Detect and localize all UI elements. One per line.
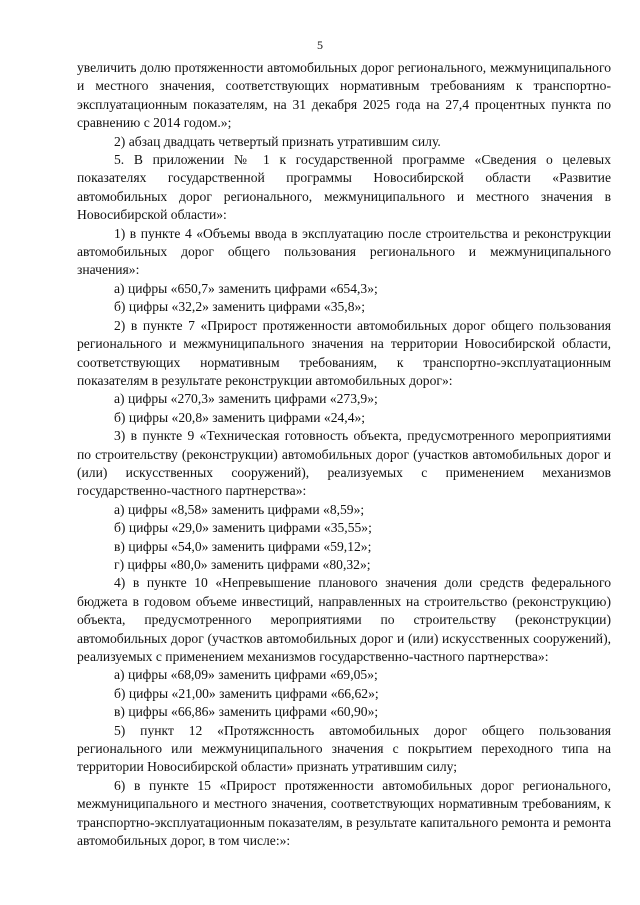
paragraph-point-10-b: б) цифры «21,00» заменить цифрами «66,62»; [114, 685, 379, 701]
paragraph-point-9-a: а) цифры «8,58» заменить цифрами «8,59»; [114, 501, 365, 517]
paragraph-point-10-c: в) цифры «66,86» заменить цифрами «60,90»; [114, 704, 379, 720]
paragraph-section-5: 5. В приложении № 1 к государственной программе «Сведения о целевых показателях государственной программы Новосибирской области «Развитие автомобильных дорог регионального, межмуниципального и местного значения в Новосибирской области»: [77, 152, 611, 223]
paragraph-point-10: 4) в пункте 10 «Непревышение планового значения доли средств федерального бюджета в годовом объеме инвестиций, направленных на строительство (реконструкцию) объекта, предусмотренного мероприятиями по строительству (реконструкции) автомобильных дорог (участков автомобильных дорог и (или) искусственных сооружений), реализуемых с применением механизмов государственно-частного партнерства»: [77, 575, 611, 664]
paragraph-point-9-b: б) цифры «29,0» заменить цифрами «35,55»; [114, 520, 372, 536]
page-number: 5 [317, 38, 323, 52]
paragraph-point-7-a: а) цифры «270,3» заменить цифрами «273,9»; [114, 391, 378, 407]
paragraph-point-7: 2) в пункте 7 «Прирост протяженности автомобильных дорог общего пользования регионального и межмуниципального значения на территории Новосибирской области, соответствующих нормативным требованиям, к транспортно-эксплуатационным показателям в результате реконструкции автомобильных дорог»: [77, 317, 611, 388]
paragraph-point-9-d: г) цифры «80,0» заменить цифрами «80,32»; [114, 556, 371, 572]
paragraph-point-9-c: в) цифры «54,0» заменить цифрами «59,12»; [114, 538, 372, 554]
paragraph-continuation: увеличить долю протяженности автомобильных дорог регионального, межмуниципального и местного значения, соответствующих нормативным требованиям к транспортно-эксплуатационным показателям, на 31 декабря 2025 года на 27,4 процентных пункта по сравнению с 2014 годом.»; [77, 60, 611, 131]
paragraph-point-7-b: б) цифры «20,8» заменить цифрами «24,4»; [114, 409, 366, 425]
paragraph-point-10-a: а) цифры «68,09» заменить цифрами «69,05»; [114, 667, 378, 683]
paragraph-point-15: 6) в пункте 15 «Прирост протяженности автомобильных дорог регионального, межмуниципального и местного значения, соответствующих нормативным требованиям, к транспортно-эксплуатационным показателям, в результате капитального ремонта и ремонта автомобильных дорог, в том числе:»: [77, 777, 611, 849]
paragraph-point-12: 5) пункт 12 «Протяжснность автомобильных дорог общего пользования регионального или межмуниципального значения с покрытием переходного типа на территории Новосибирской области» признать утратившим силу; [77, 722, 611, 775]
document-body [77, 59, 611, 850]
paragraph-point-4-a: а) цифры «650,7» заменить цифрами «654,3»; [114, 280, 378, 296]
paragraph-point-4: 1) в пункте 4 «Объемы ввода в эксплуатацию после строительства и реконструкции автомобильных дорог общего пользования регионального и межмуниципального значения»: [77, 225, 611, 278]
paragraph-item-2: 2) абзац двадцать четвертый признать утратившим силу. [114, 133, 441, 149]
paragraph-point-9: 3) в пункте 9 «Техническая готовность объекта, предусмотренного мероприятиями по строительству (реконструкции) автомобильных дорог (участков автомобильных дорог и (или) искусственных сооружений), реализуемых с применением механизмов государственно-частного партнерства»: [77, 428, 611, 499]
paragraph-point-4-b: б) цифры «32,2» заменить цифрами «35,8»; [114, 299, 366, 315]
